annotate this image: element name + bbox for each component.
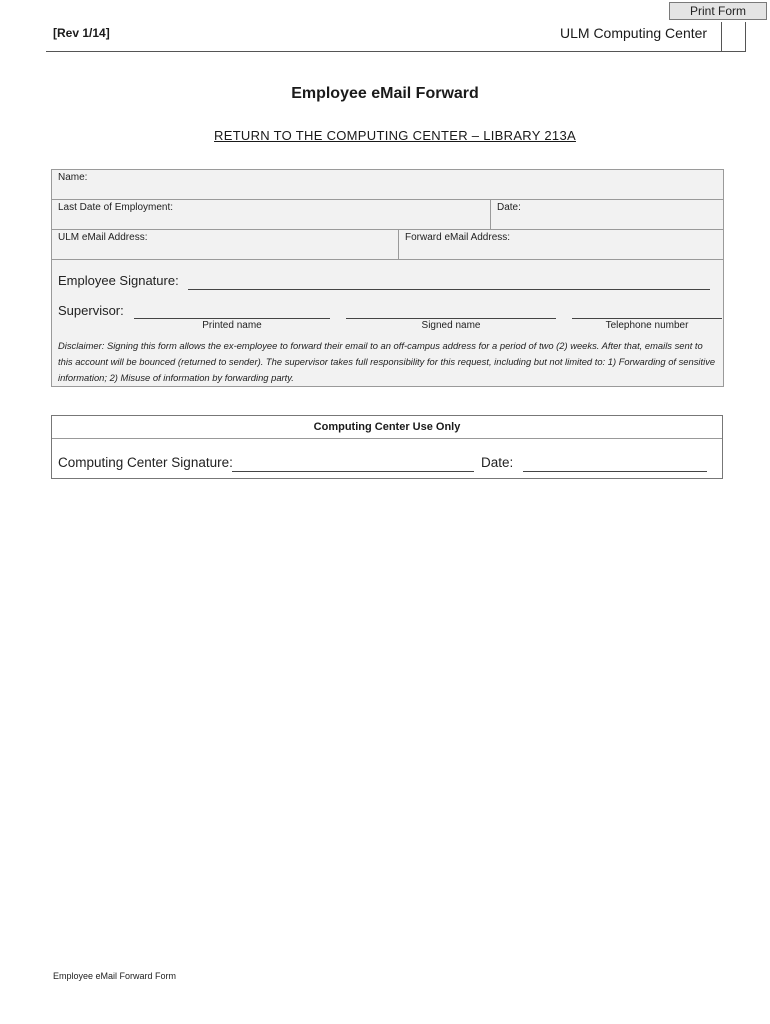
last-date-label: Last Date of Employment: [58, 202, 174, 213]
signed-name-line[interactable] [346, 318, 556, 319]
header-divider-vertical [721, 22, 722, 52]
computing-center-title: Computing Center Use Only [313, 421, 461, 433]
employee-form-section [51, 169, 724, 387]
header-divider-vertical-right [745, 22, 746, 52]
return-instruction: RETURN TO THE COMPUTING CENTER – LIBRARY 213A [214, 128, 576, 143]
disclaimer-text: Disclaimer: Signing this form allows the ex-employee to forward their email to an off-campus address for a period of two (2) weeks. After that, emails sent to this account will be bounced (returned to sender). The supervisor takes full responsibility for this request, including but not limited to: 1) Forwarding of sensitive information; 2) Misuse of information by forwarding party. [58, 340, 716, 383]
signed-name-caption: Signed name [421, 320, 481, 331]
forward-email-label: Forward eMail Address: [405, 232, 511, 243]
organization-name: ULM Computing Center [560, 25, 708, 41]
telephone-caption: Telephone number [605, 320, 689, 331]
ulm-email-label: ULM eMail Address: [58, 232, 148, 243]
supervisor-label: Supervisor: [58, 303, 124, 318]
computing-center-section [51, 415, 723, 479]
forward-email-field[interactable] [522, 230, 722, 259]
form-subtitle [0, 128, 770, 143]
revision-label: [Rev 1/14] [53, 26, 110, 40]
employee-signature-line[interactable] [188, 289, 710, 290]
employee-signature-label: Employee Signature: [58, 273, 179, 288]
last-date-field[interactable] [182, 200, 487, 229]
cc-divider [52, 438, 722, 439]
page-footer: Employee eMail Forward Form [53, 971, 177, 981]
col-divider [398, 230, 399, 259]
date-field[interactable] [527, 200, 722, 229]
print-form-button[interactable]: Print Form [669, 2, 767, 20]
row-divider [52, 259, 723, 260]
name-label: Name: [58, 172, 88, 183]
col-divider [490, 200, 491, 229]
printed-name-caption: Printed name [202, 320, 262, 331]
form-title: Employee eMail Forward [291, 85, 479, 102]
cc-date-label: Date: [481, 455, 514, 470]
cc-signature-label: Computing Center Signature: [58, 455, 233, 470]
telephone-line[interactable] [572, 318, 722, 319]
cc-signature-line[interactable] [232, 471, 474, 472]
name-field[interactable] [92, 170, 722, 199]
date-label: Date: [497, 202, 521, 213]
printed-name-line[interactable] [134, 318, 330, 319]
header-divider [46, 51, 745, 52]
ulm-email-field[interactable] [157, 230, 395, 259]
cc-date-line[interactable] [523, 471, 707, 472]
